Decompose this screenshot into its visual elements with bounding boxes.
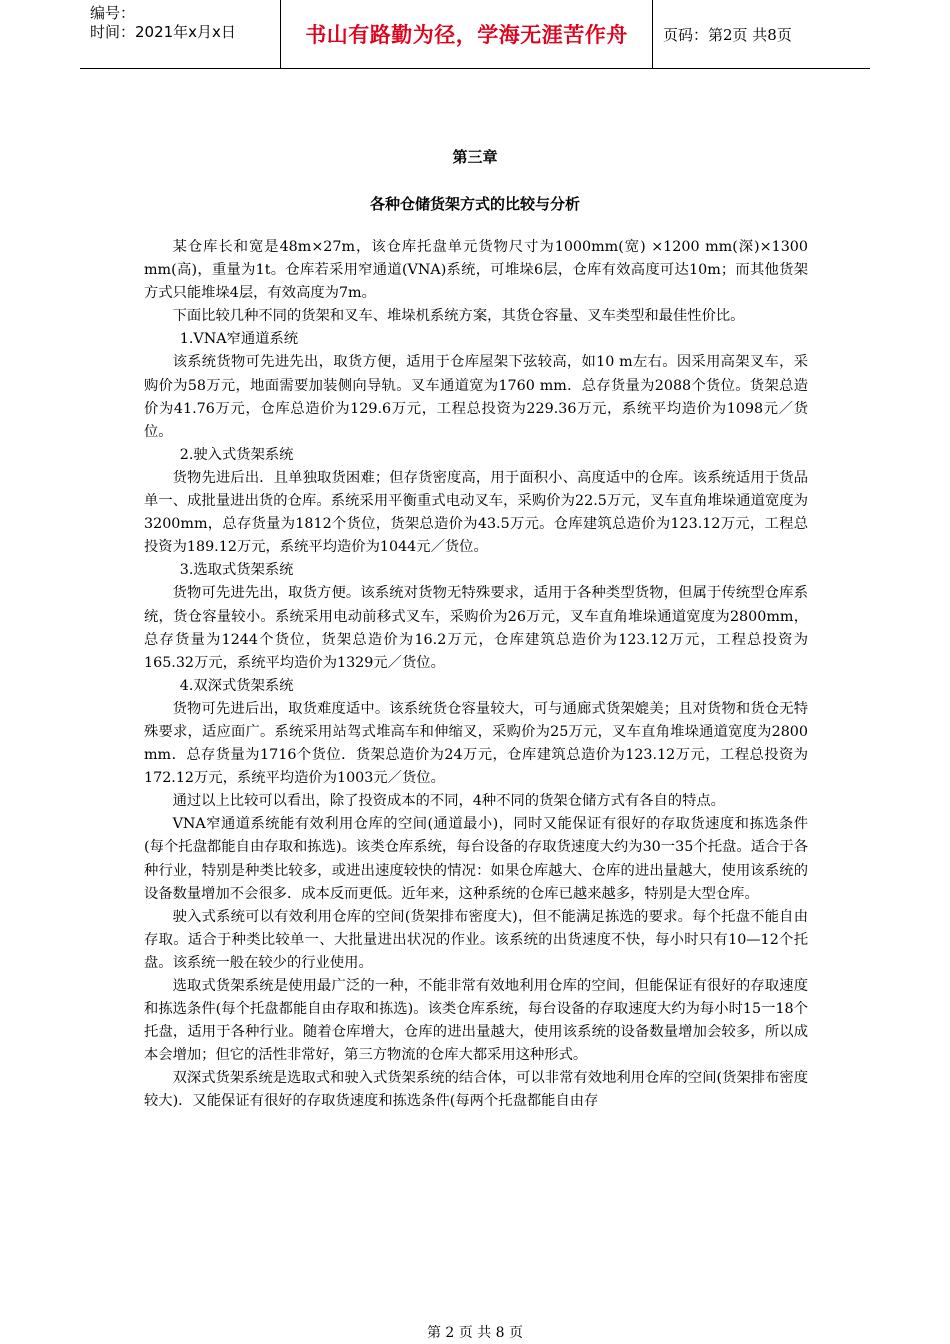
page-footer: 第 2 页 共 8 页 — [426, 1325, 524, 1341]
conclusion-paragraph: 驶入式系统可以有效利用仓库的空间(货架排布密度大)，但不能满足拣选的要求。每个托盘不能自由存取。适合于种类比较单一、大批量进出状况的作业。该系统的出货速度不快，每小时只有10—12个托盘。该系统一般在较少的行业使用。 — [144, 908, 808, 971]
intro-paragraph: 下面比较几种不同的货架和叉车、堆垛机系统方案，其货仓容量、叉车类型和最佳性价比。 — [172, 308, 745, 325]
section-paragraph: 货物先进后出．且单独取货困难；但存货密度高，用于面积小、高度适中的仓库。该系统适用于货品单一、成批量进出货的仓库。系统采用平衡重式电动叉车，采购价为22.5万元，叉车直角堆垛通道宽度为3200mm，总存货量为1812个货位，货架总造价为43.5万元。仓库建筑总造价为123.12万元，工程总投资为189.12万元，系统平均造价为1044元／货位。 — [144, 469, 808, 556]
page-header — [80, 0, 870, 69]
chapter-heading: 第三章 — [452, 148, 498, 166]
conclusion-paragraph: 通过以上比较可以看出，除了投资成本的不同，4种不同的货架仓储方式有各自的特点。 — [172, 793, 725, 810]
section-heading: 2.驶入式货架系统 — [179, 446, 294, 463]
body-text — [144, 236, 808, 1114]
page-title: 各种仓储货架方式的比较与分析 — [369, 195, 580, 213]
conclusion-paragraph: 双深式货架系统是选取式和驶入式货架系统的结合体，可以非常有效地利用仓库的空间(货架排布密度较大)．又能保证有很好的存取货速度和拣选条件(每两个托盘都能自由存 — [144, 1070, 808, 1110]
section-heading: 1.VNA窄通道系统 — [179, 331, 299, 348]
conclusion-paragraph: 选取式货架系统是使用最广泛的一种，不能非常有效地利用仓库的空间，但能保证有很好的存取速度和拣选条件(每个托盘都能自由存取和拣选)。该类仓库系统，每台设备的存取速度大约为每小时15一18个托盘，适用于各种行业。随着仓库增大，仓库的进出量越大，使用该系统的设备数量增加会较多，所以成本会增加；但它的活性非常好，第三方物流的仓库大都采用这种形式。 — [144, 978, 808, 1064]
header-page-info: 页码：第2页 共8页 — [663, 25, 792, 44]
header-meta — [80, 0, 281, 68]
section-paragraph: 该系统货物可先进先出，取货方便，适用于仓库屋架下弦较高，如10 m左右。因采用高架叉车，采购价为58万元，地面需要加装侧向导轨。叉车通道宽为1760 mm．总存货量为2088个货位。货架总造价为41.76万元，仓库总造价为129.6万元，工程总投资为229.36万元，系统平均造价为1098元／货位。 — [144, 354, 808, 440]
section-paragraph: 货物可先进后出，取货难度适中。该系统货仓容量较大，可与通廊式货架媲美；且对货物和货仓无特殊要求，适应面广。系统采用站驾式堆高车和伸缩叉，采购价为25万元，叉车直角堆垛通道宽度为2800 mm．总存货量为1716个货位．货架总造价为24万元，仓库建筑总造价为123.12万元，工程总投资为172.12万元，系统平均造价为1003元／货位。 — [144, 700, 808, 787]
section-heading: 4.双深式货架系统 — [179, 677, 294, 694]
section-heading: 3.选取式货架系统 — [179, 562, 294, 579]
header-motto: 书山有路勤为径，学海无涯苦作舟 — [281, 0, 653, 68]
intro-paragraph: 某仓库长和宽是48m×27m，该仓库托盘单元货物尺寸为1000mm(宽) ×1200 mm(深)×1300 mm(高)，重量为1t。仓库若采用窄通道(VNA)系统，可堆垛6层，仓库有效高度可达10m；而其他货架方式只能堆垛4层，有效高度为7m。 — [144, 239, 808, 302]
time-label: 时间：2021年x月x日 — [90, 23, 236, 41]
conclusion-paragraph: VNA窄通道系统能有效利用仓库的空间(通道最小)，同时又能保证有很好的存取货速度和拣选条件(每个托盘都能自由存取和拣选)。该类仓库系统，每台设备的存取货速度大约为30一35个托盘。适合于各种行业，特别是种类比较多，或进出速度较快的情况：如果仓库越大、仓库的进出量越大，使用该系统的设备数量增加不会很多．成本反而更低。近年来，这种系统的仓库已越来越多，特别是大型仓库。 — [144, 816, 808, 902]
section-paragraph: 货物可先进先出，取货方便。该系统对货物无特殊要求，适用于各种类型货物，但属于传统型仓库系统，货仓容量较小。系统采用电动前移式叉车，采购价为26万元，叉车直角堆垛通道宽度为2800mm，总存货量为1244个货位，货架总造价为16.2万元，仓库建筑总造价为123.12万元，工程总投资为165.32万元，系统平均造价为1329元／货位。 — [144, 585, 808, 671]
number-label: 编号： — [90, 4, 136, 22]
